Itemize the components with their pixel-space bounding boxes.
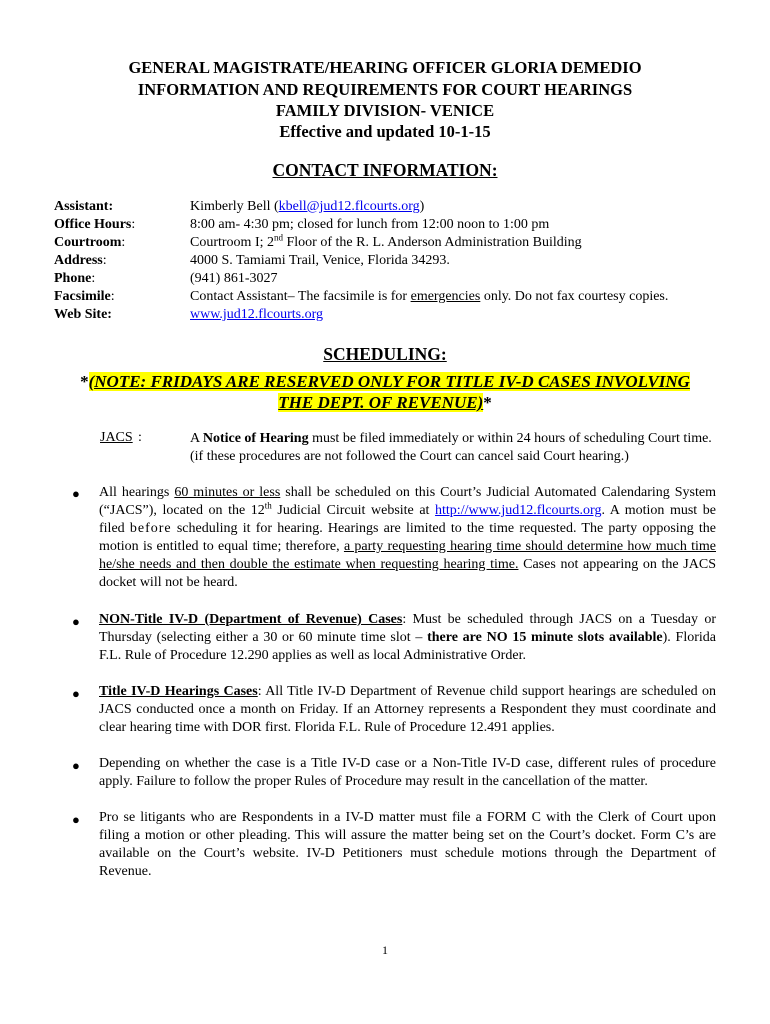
jacs-description: A Notice of Hearing must be filed immediately or within 24 hours of scheduling Court time. (if these procedures are not followed the Court can cancel said Court hearing.) xyxy=(190,431,712,464)
jacs-label: JACS xyxy=(100,430,133,445)
contact-row-assistant: Assistant: Kimberly Bell (kbell@jud12.flcourts.org) xyxy=(54,199,425,214)
scheduling-section-title: SCHEDULING: xyxy=(323,344,447,364)
office-hours-label: Office Hours xyxy=(54,217,132,232)
contact-row-website xyxy=(54,306,754,324)
office-hours-value: 8:00 am- 4:30 pm; closed for lunch from 12:00 noon to 1:00 pm xyxy=(190,217,550,232)
bullet-dot-icon: ● xyxy=(72,686,80,701)
contact-row-hours: Office Hours: 8:00 am- 4:30 pm; closed for lunch from 12:00 noon to 1:00 pm xyxy=(54,217,550,232)
address-value: 4000 S. Tamiami Trail, Venice, Florida 34293. xyxy=(190,253,450,268)
phone-value: (941) 861-3027 xyxy=(190,271,278,286)
document-page: GENERAL MAGISTRATE/HEARING OFFICER GLORIA DEMEDIO INFORMATION AND REQUIREMENTS FOR COURT HEARINGS FAMILY DIVISION- VENICE Effective and updated 10-1-15 CONTACT INFORMATION: Assistant: Kimberly Bell (kbell@jud12.flcourts.org) Office Hours: 8:00 am- 4:30 pm; closed for lunch from 12:00 noon to 1:00 pm Courtroom: Courtroom I; 2nd Floor of the R. L. Anderson Administration Building Address: 4000 S. Tamiami Trail, Venice, Florida 34293. Phone: (941) 861-3027 Facsimile: Contact Assistant– The facsimile is for emergencies only. Do not fax courtesy copies. Web Site: www.jud12.flcourts.org SCHEDULING: *(NOTE: FRIDAYS ARE RESERVED ONLY FOR TITLE IV-D CASES INVOLVING THE DEPT. OF REVENUE)* JACS : A Notice of Hearing must be filed immediately or within 24 hours of scheduling Court time. (if these procedures are not followed the Court can cancel said Court hearing.) ● All hearings 60 minutes or less shall be scheduled on this Court’s Judicial Automated Calendaring System (“JACS”), located on the 12th Judicial Circuit website at http://www.jud12.flcourts.org. A motion must be filed before scheduling it for hearing. Hearings are limited to the time requested. The party opposing the motion is entitled to equal time; therefore, a party requesting hearing time should determine how much time he/she needs and then double the estimate when requesting hearing time. Cases not appearing on the JACS docket will not be heard. ● NON-Title IV-D (Department of Revenue) Cases: Must be scheduled through JACS on a Tuesday or Thursday (selecting either a 30 or 60 minute time slot – there are NO 15 minute slots available). Florida F.L. Rule of Procedure 12.290 applies as well as local Administrative Order. ● Title IV-D Hearings Cases: All Title IV-D Department of Revenue child support hearings are scheduled on JACS conducted once a month on Friday. If an Attorney represents a Respondent they must coordinate and clear hearing time with DOR first. Florida F.L. Rule of Procedure 12.491 applies. ● Depending on whether the case is a Title IV-D case or a Non-Title IV-D case, different rules of procedure apply. Failure to follow the proper Rules of Procedure may result in the cancellation of the matter. ● Pro se litigants who are Respondents in a IV-D matter must file a FORM C with the Clerk of Court upon filing a motion or other pleading. This will assure the matter being set on the Court’s docket. Form C’s are available on the Court’s website. IV-D Petitioners must schedule motions through the Department of Revenue. 1 xyxy=(0,0,770,1024)
contact-row-address: Address: 4000 S. Tamiami Trail, Venice, Florida 34293. xyxy=(54,253,450,268)
scheduling-note-line2: THE DEPT. OF REVENUE)* xyxy=(278,393,492,412)
bullet-dot-icon: ● xyxy=(72,614,80,629)
bullet-dot-icon: ● xyxy=(72,812,80,827)
contact-section-title: CONTACT INFORMATION: xyxy=(272,160,498,180)
website-link[interactable]: www.jud12.flcourts.org xyxy=(190,307,323,322)
bullet-item-non-title-ivd: NON-Title IV-D (Department of Revenue) Cases: Must be scheduled through JACS on a Tuesday or Thursday (selecting either a 30 or 60 minute time slot – there are NO 15 minute slots available). Florida F.L. Rule of Procedure 12.290 applies as well as local Administrative Order. xyxy=(99,612,716,663)
bullet-dot-icon: ● xyxy=(72,486,80,501)
phone-label: Phone xyxy=(54,271,92,286)
contact-row-phone: Phone: (941) 861-3027 xyxy=(54,271,278,286)
contact-row-facsimile: Facsimile: Contact Assistant– The facsimile is for emergencies only. Do not fax courtesy copies. xyxy=(54,289,669,304)
contact-row-courtroom: Courtroom: Courtroom I; 2nd Floor of the R. L. Anderson Administration Building xyxy=(54,232,582,250)
assistant-email-link[interactable]: kbell@jud12.flcourts.org xyxy=(278,199,420,214)
bullet-dot-icon: ● xyxy=(72,758,80,773)
bullet-item-title-ivd: Title IV-D Hearings Cases: All Title IV-D Department of Revenue child support hearings are scheduled on JACS conducted once a month on Friday. If an Attorney represents a Respondent they must coordinate and clear hearing time with DOR first. Florida F.L. Rule of Procedure 12.491 applies. xyxy=(99,684,717,735)
bullet-item-pro-se-litigants: Pro se litigants who are Respondents in a IV-D matter must file a FORM C with the Clerk of Court upon filing a motion or other pleading. This will assure the matter being set on the Court’s docket. Form C’s are available on the Court’s website. IV-D Petitioners must schedule motions through the Department of Revenue. xyxy=(99,810,716,879)
bullet-item-rules-of-procedure: Depending on whether the case is a Title IV-D case or a Non-Title IV-D case, different rules of procedure apply. Failure to follow the proper Rules of Procedure may result in the cancellation of the matter. xyxy=(99,756,716,789)
header-title-line1: GENERAL MAGISTRATE/HEARING OFFICER GLORIA DEMEDIO xyxy=(128,58,642,77)
assistant-name: Kimberly Bell ( xyxy=(190,199,279,214)
courtroom-value: Courtroom I; 2nd Floor of the R. L. Anderson Administration Building xyxy=(190,232,582,250)
website-label: Web Site: xyxy=(54,307,112,322)
header-title-line3: FAMILY DIVISION- VENICE xyxy=(275,101,495,120)
circuit-website-link[interactable]: http://www.jud12.flcourts.org xyxy=(435,503,602,518)
bullet-item-jacs-scheduling: All hearings 60 minutes or less shall be scheduled on this Court’s Judicial Automated Calendaring System (“JACS”), located on the 12th Judicial Circuit website at http://www.jud12.flcourts.org. A motion must be filed before scheduling it for hearing. Hearings are limited to the time requested. The party opposing the motion is entitled to equal time; therefore, a party requesting hearing time should determine how much time he/she needs and then double the estimate when requesting hearing time. Cases not appearing on the JACS docket will not be heard. xyxy=(99,485,717,590)
assistant-label: Assistant: xyxy=(54,199,114,214)
address-label: Address xyxy=(54,253,103,268)
courtroom-label: Courtroom xyxy=(54,235,122,250)
header-title-line2: INFORMATION AND REQUIREMENTS FOR COURT HEARINGS xyxy=(137,80,633,99)
page-number: 1 xyxy=(382,943,388,957)
scheduling-note-line1: *(NOTE: FRIDAYS ARE RESERVED ONLY FOR TITLE IV-D CASES INVOLVING xyxy=(80,372,690,391)
facsimile-label: Facsimile xyxy=(54,289,111,304)
header-effective-date: Effective and updated 10-1-15 xyxy=(279,122,491,141)
facsimile-value: Contact Assistant– The facsimile is for emergencies only. Do not fax courtesy copies. xyxy=(190,289,669,304)
